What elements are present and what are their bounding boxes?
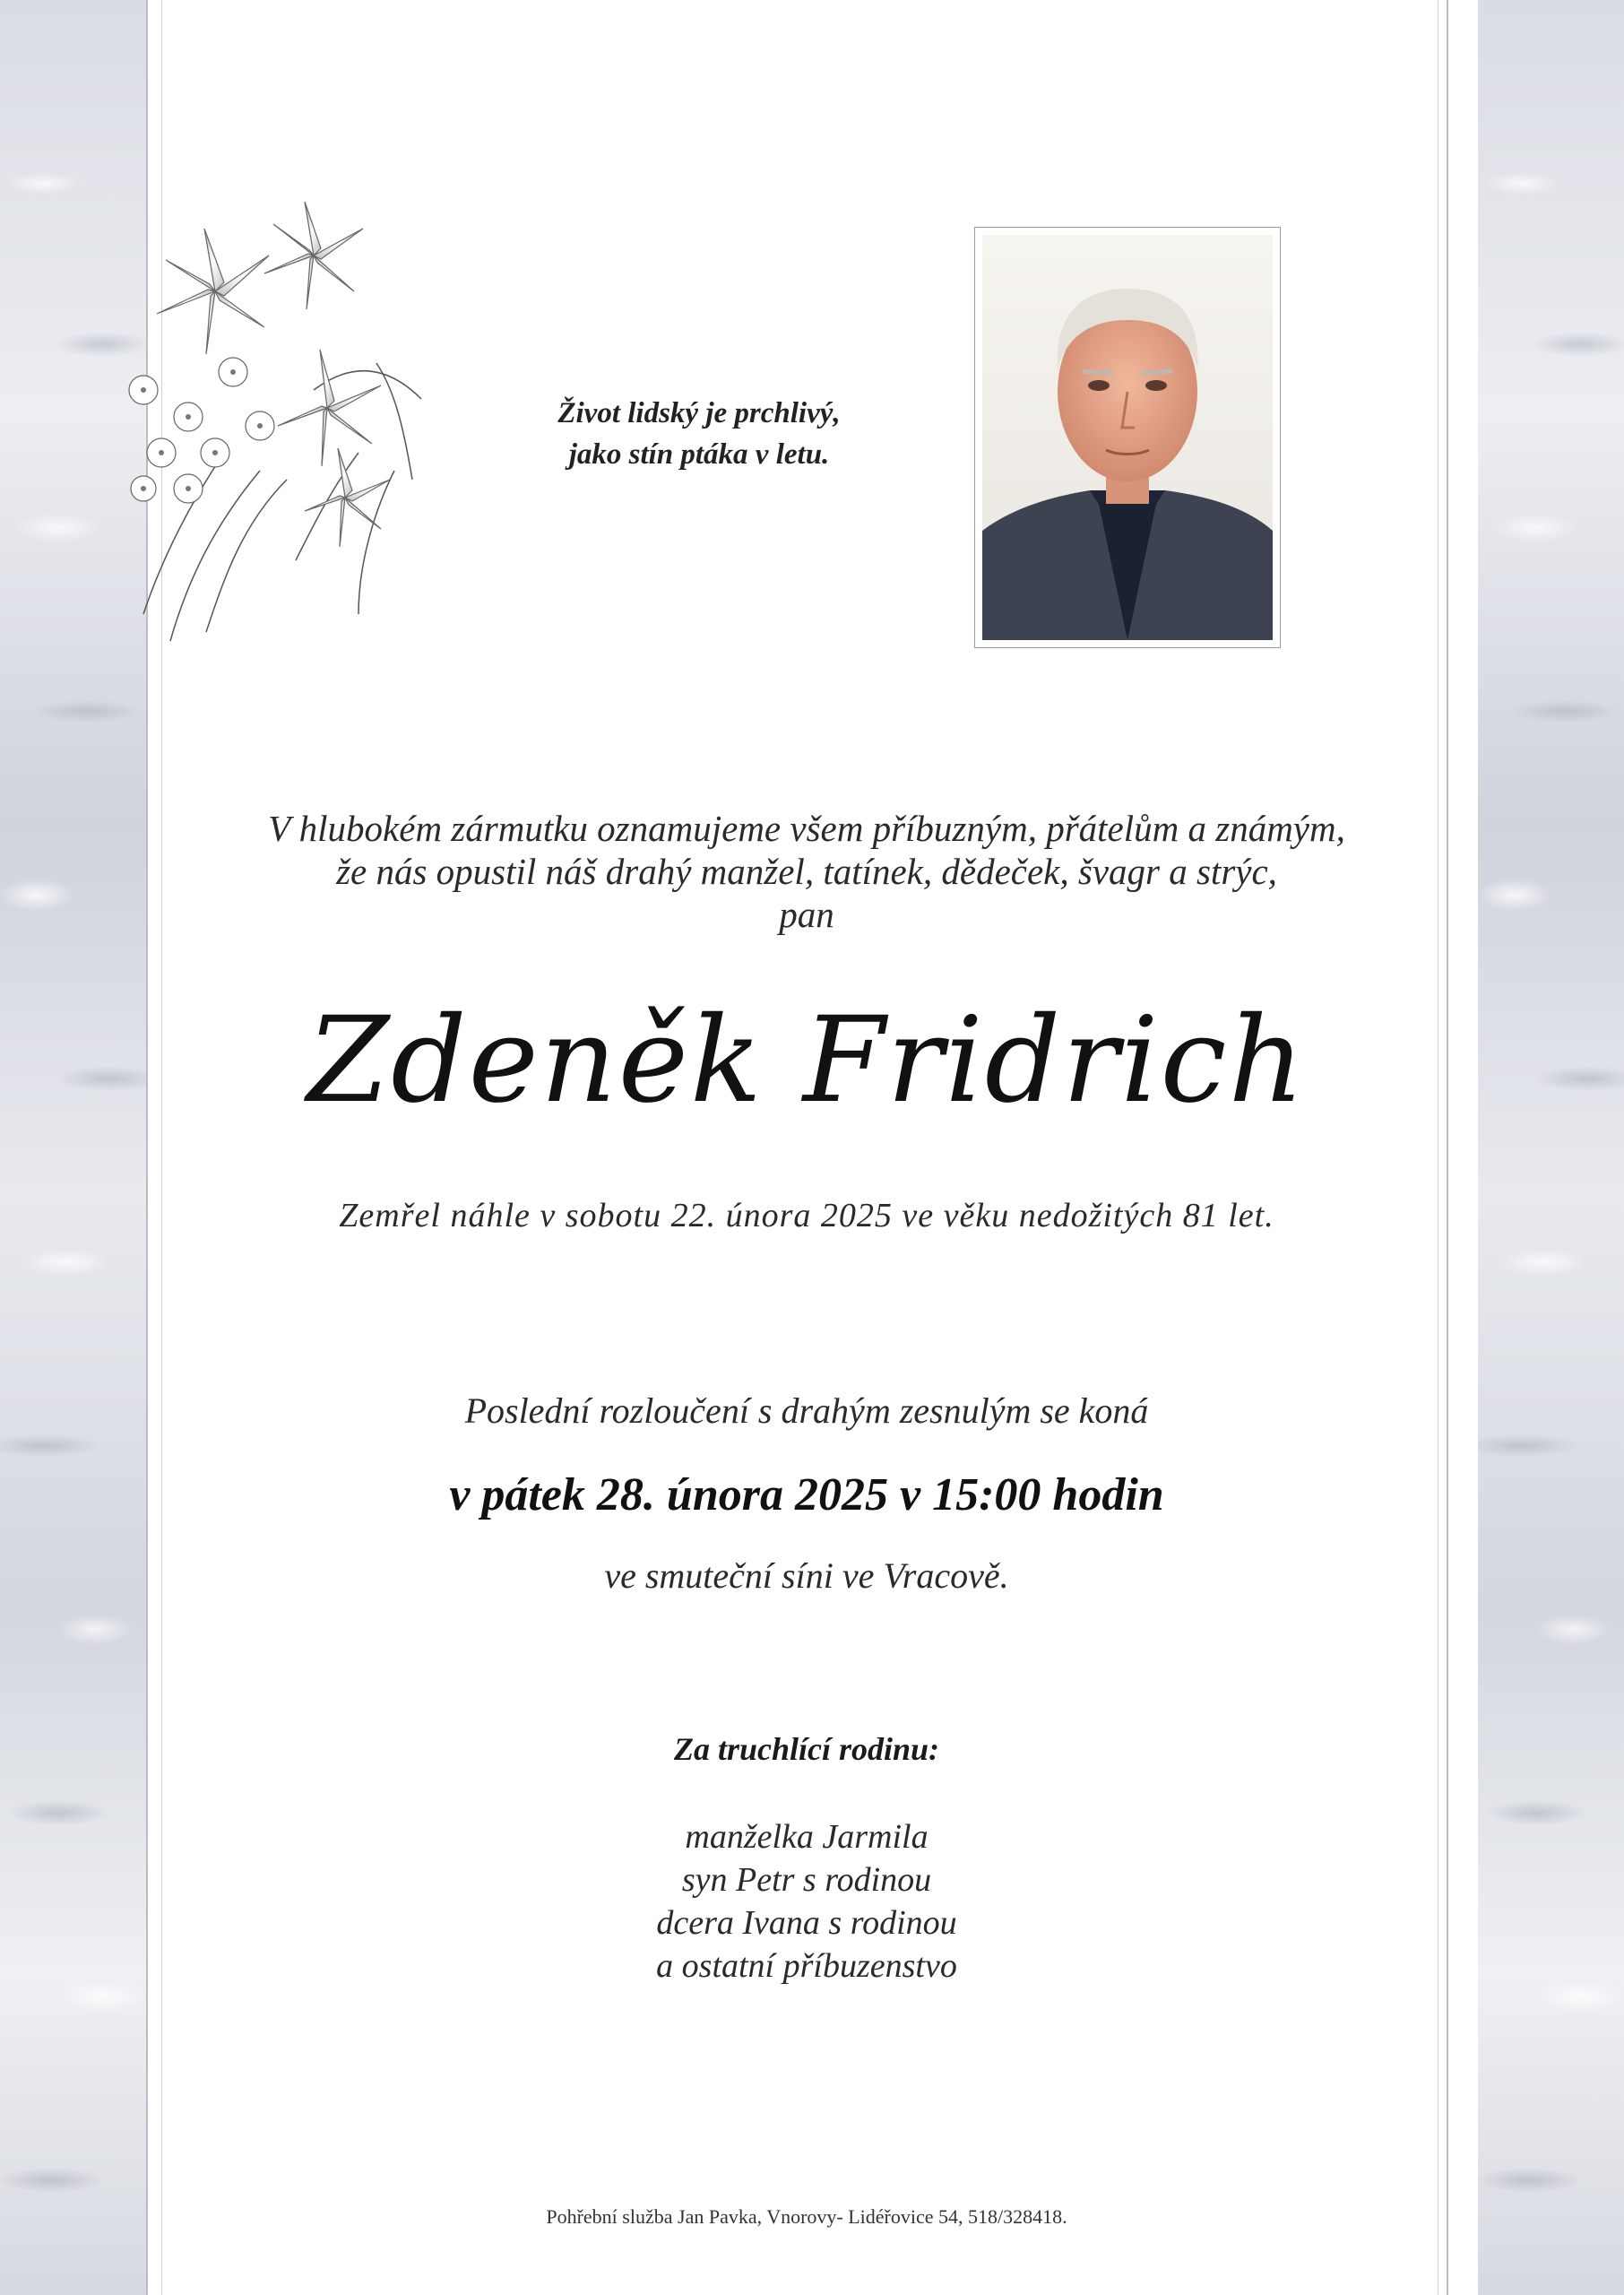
- family-list: [161, 1815, 1452, 1988]
- farewell-intro: Poslední rozloučení s drahým zesnulým se koná: [464, 1390, 1149, 1431]
- announcement-line-2: že nás opustil náš drahý manžel, tatínek, dědeček, švagr a strýc,: [336, 851, 1277, 892]
- deceased-name: Zdeněk Fridrich: [307, 992, 1307, 1130]
- family-heading: Za truchlící rodinu:: [673, 1731, 940, 1767]
- death-notice: Zemřel náhle v sobotu 22. února 2025 ve věku nedožitých 81 let.: [339, 1197, 1274, 1234]
- family-member: syn Petr s rodinou: [681, 1861, 932, 1899]
- lily-bouquet-icon: [90, 184, 430, 659]
- family-member: dcera Ivana s rodinou: [656, 1904, 957, 1942]
- family-member: a ostatní příbuzenstvo: [656, 1947, 957, 1985]
- quote-line-1: Život lidský je prchlivý,: [557, 397, 841, 429]
- announcement-line-3: pan: [779, 894, 834, 935]
- funeral-service-footer: Pohřební služba Jan Pavka, Vnorovy- Lidéřovice 54, 518/328418.: [546, 2205, 1067, 2228]
- quote: [475, 393, 923, 475]
- farewell-place: ve smuteční síni ve Vracově.: [604, 1555, 1009, 1596]
- announcement-line-1: V hlubokém zármutku oznamujeme všem příbuzným, přátelům a známým,: [268, 808, 1345, 849]
- announcement: [161, 807, 1452, 936]
- farewell-datetime: v pátek 28. února 2025 v 15:00 hodin: [449, 1469, 1164, 1520]
- portrait-photo: [982, 235, 1273, 640]
- family-member: manželka Jarmila: [685, 1818, 929, 1856]
- portrait-frame: [974, 227, 1281, 648]
- quote-line-2: jako stín ptáka v letu.: [568, 438, 830, 471]
- marble-border-right: [1478, 0, 1624, 2295]
